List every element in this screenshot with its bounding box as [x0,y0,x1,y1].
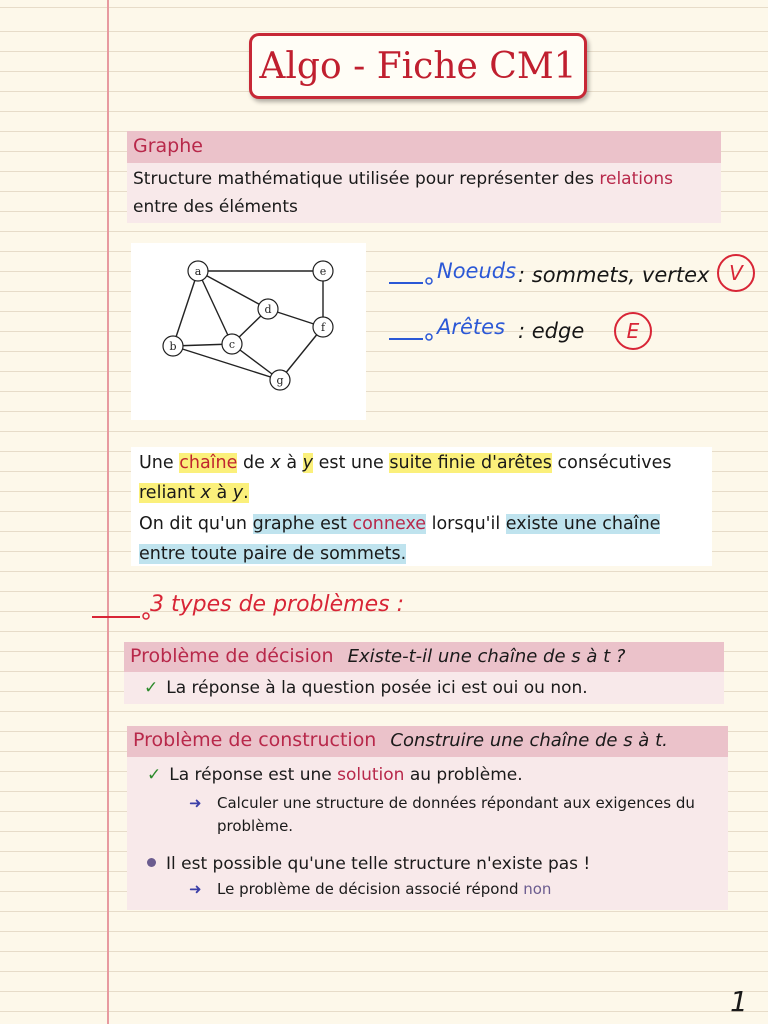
check-icon: ✓ [147,765,162,785]
construction-heading: Problème de construction [133,729,377,751]
connexe-word: connexe [352,514,427,534]
decision-block [124,642,724,704]
annotation-noeuds-rest: : sommets, vertex [518,263,710,287]
construction-sub-1: ➜ Calculer une structure de données répondant aux exigences du problème. [189,794,695,835]
connexe-definition: On dit qu'un graphe est connexe lorsqu'il existe une chaîne entre toute paire de sommets. [139,514,661,564]
bullet-icon [147,858,156,867]
svg-text:d: d [264,303,272,316]
node-c [222,334,242,354]
non-word: non [523,880,552,898]
annotation-arrow-aretes [387,327,437,347]
decision-note: Existe-t-il une chaîne de s à t ? [347,646,626,667]
node-a [188,261,208,281]
construction-note: Construire une chaîne de s à t. [390,730,668,751]
construction-body: ✓ La réponse est une solution au problème. ➜ Calculer une structure de données répondant aux exigences du problème. Il est possible qu'une telle structure n'existe pas ! ➜ Le problème de décision associé répond non [127,757,728,910]
graphe-text-1: Structure mathématique utilisée pour représenter des [133,169,600,189]
solution-word: solution [337,765,405,785]
svg-text:a: a [194,265,202,278]
graph-figure [131,243,366,420]
graphe-body [127,163,721,223]
arrow-right-icon: ➜ [189,794,202,812]
definitions-box [131,447,712,566]
types-arrow [90,607,152,627]
annotation-circle-v: V [717,254,755,292]
check-icon: ✓ [144,678,159,698]
page-number: 1 [730,985,748,1018]
construction-bullet-text: Il est possible qu'une telle structure n'existe pas ! [166,854,591,874]
construction-header [127,726,728,757]
annotation-arrow-noeuds [387,270,437,290]
edge-a-c [198,271,232,344]
node-e [313,261,333,281]
annotation-circle-e: E [614,312,652,350]
svg-text:e: e [319,265,327,278]
edge-a-b [173,271,198,346]
svg-text:g: g [276,374,284,387]
node-b [163,336,183,356]
decision-heading: Problème de décision [130,645,334,667]
annotation-noeuds: Noeuds [437,259,517,283]
page-title: Algo - Fiche CM1 [259,45,577,87]
decision-header [124,642,724,672]
arrow-right-icon: ➜ [189,880,202,898]
construction-sub-2: ➜ Le problème de décision associé répond non [189,878,737,901]
title-box [249,33,587,99]
graphe-text-2: entre des éléments [133,197,298,217]
graphe-heading: Graphe [127,131,721,163]
reliant-highlight: reliant x à y. [139,482,249,503]
margin-line [107,0,109,1024]
decision-body [124,672,724,704]
svg-text:f: f [320,321,326,334]
chaine-word: chaîne [179,453,238,473]
annotation-aretes: Arêtes [437,315,506,339]
construction-block [127,726,728,910]
relations-word: relations [599,169,674,189]
node-d [258,299,278,319]
edge-a-d [198,271,268,309]
types-heading: 3 types de problèmes : [150,592,404,617]
chaine-definition: Une chaîne de x à y est une suite finie d'arêtes consécutives reliant x à y. [139,453,672,503]
suite-finie-highlight: suite finie d'arêtes [389,453,552,473]
graphe-block [127,131,721,223]
node-f [313,317,333,337]
node-g [270,370,290,390]
svg-text:b: b [169,340,177,353]
graph-diagram [131,243,366,420]
svg-text:c: c [228,338,236,351]
annotation-aretes-rest: : edge [518,319,585,343]
decision-text: La réponse à la question posée ici est oui ou non. [166,678,588,698]
